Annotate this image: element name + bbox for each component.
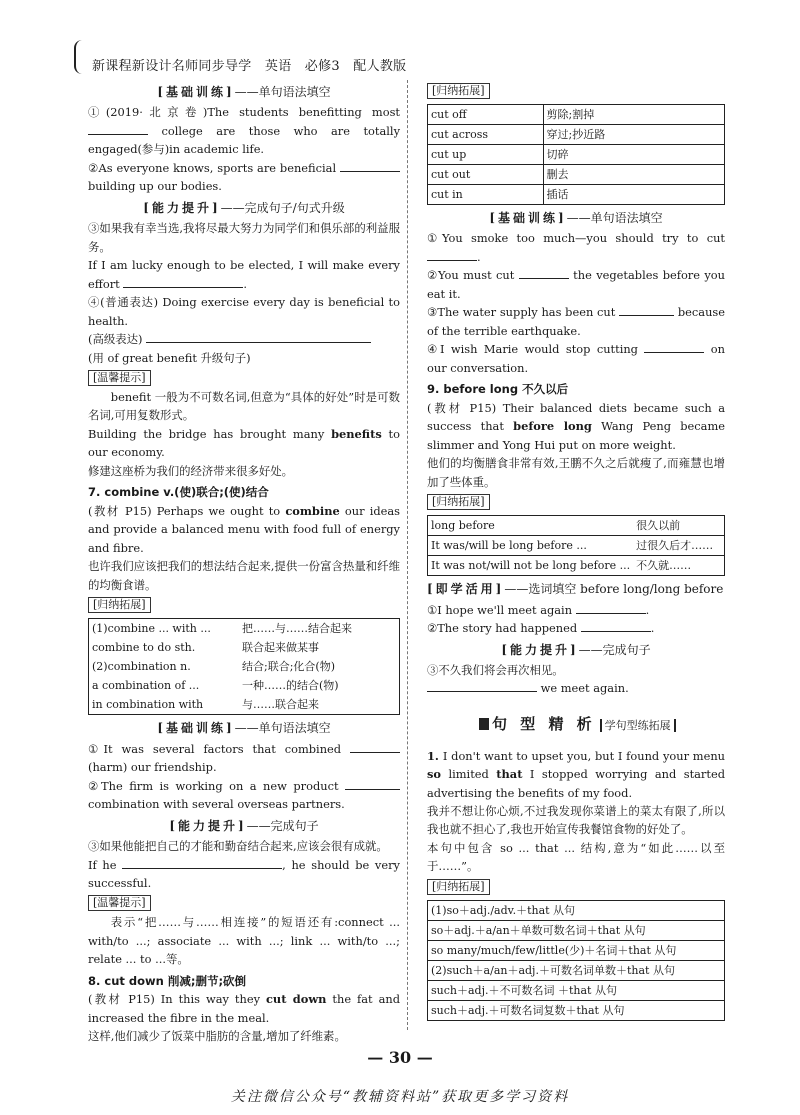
exercise: ②You must cut the vegetables before you eat it. xyxy=(427,268,726,301)
footer-note: 关注微信公众号“教辅资料站”获取更多学习资料 xyxy=(230,1089,570,1105)
pattern-table xyxy=(428,901,724,1020)
table-cell: 插话 xyxy=(546,188,569,201)
table-cell: 穿过;抄近路 xyxy=(543,125,724,145)
right-column xyxy=(427,80,725,1025)
example-sentence: (教材 P15) Their balanced diets became such a success that before long Wang Peng became slimmer and Yong Hui put on more weight. xyxy=(427,400,726,452)
exercise: ③如果我有幸当选,我将尽最大努力为同学们和俱乐部的利益服务。 xyxy=(88,221,400,254)
table-cell: long before xyxy=(428,516,633,536)
table-row xyxy=(428,556,724,576)
section-heading: [能力提升]——完成句子/句式升级 xyxy=(143,200,345,215)
summary-label: [归纳拓展] xyxy=(427,879,490,895)
table-cell: cut up xyxy=(428,145,543,165)
answer-blank[interactable] xyxy=(581,620,651,632)
table-cell: 结合;联合;化合(物) xyxy=(242,660,335,674)
answer-blank[interactable] xyxy=(619,304,674,316)
exercise: ①(2019·北京卷)The students benefitting most college are those who are totally engaged(参与)in academic life. xyxy=(88,105,401,157)
exercise: ②The firm is working on a new product combination with several overseas partners. xyxy=(88,777,400,814)
example-translation: 修建这座桥为我们的经济带来很多好处。 xyxy=(88,463,294,478)
exercise: ②As everyone knows, sports are beneficial building up our bodies. xyxy=(88,159,400,196)
exercise: ④(普通表达) Doing exercise every day is beneficial to health. xyxy=(88,295,400,328)
example-translation: 也许我们应该把我们的想法结合起来,提供一份富含热量和纤维的均衡食谱。 xyxy=(88,559,400,592)
table-cell: (1)combine ... with ... xyxy=(92,622,211,636)
answer-blank[interactable] xyxy=(427,249,477,261)
table-cell: 切碎 xyxy=(543,145,724,165)
left-column xyxy=(88,80,400,1046)
answer-blank[interactable] xyxy=(88,123,148,135)
example-translation: 我并不想让你心烦,不过我发现你菜谱上的菜太有限了,所以我也就不担心了,我也开始宣传我餐馆食物的好处了。 xyxy=(427,803,725,837)
table-row xyxy=(428,516,724,536)
summary-box xyxy=(427,900,725,1021)
summary-box xyxy=(427,515,725,576)
phrase-table xyxy=(89,619,399,714)
table-cell: (1)so＋adj./adv.＋that 从句 xyxy=(428,901,724,921)
phrase-table xyxy=(428,105,724,204)
table-cell: so＋adj.＋a/an＋单数可数名词＋that 从句 xyxy=(428,920,724,940)
example-sentence: 1. I don't want to upset you, but I found your menu so limited that I stopped worrying and started advertising the benefits of my food. xyxy=(427,748,725,800)
section-heading: [即学活用]——选词填空 before long/long before xyxy=(427,582,724,597)
section-heading: [基础训练]——单句语法填空 xyxy=(157,85,331,99)
table-cell: 很久以前 xyxy=(633,516,724,536)
table-cell: cut in xyxy=(428,185,543,205)
table-cell: It was/will be long before ... xyxy=(428,536,633,556)
table-row xyxy=(428,1000,724,1020)
example-sentence: (教材 P15) In this way they cut down the fat and increased the fibre in the meal. xyxy=(88,992,400,1025)
header-bracket xyxy=(74,40,82,74)
table-cell: (2)combination n. xyxy=(92,660,191,674)
table-cell: such＋adj.＋不可数名词 ＋that 从句 xyxy=(428,980,724,1000)
table-row xyxy=(89,638,399,657)
page-header xyxy=(0,0,800,78)
section-heading: [基础训练]——单句语法填空 xyxy=(489,211,663,225)
table-cell: in combination with xyxy=(92,698,204,712)
exercise: ①It was several factors that combined (harm) our friendship. xyxy=(88,740,400,777)
answer-blank[interactable] xyxy=(123,276,243,288)
tip-label: [温馨提示] xyxy=(88,370,151,386)
table-cell: such＋adj.＋可数名词复数＋that 从句 xyxy=(431,1003,625,1017)
answer-blank[interactable] xyxy=(345,778,400,790)
summary-label: [归纳拓展] xyxy=(427,83,490,99)
vocab-item-heading: 7. combine v.(使)联合;(使)结合 xyxy=(88,485,269,500)
answer-blank[interactable] xyxy=(146,331,371,343)
answer-blank[interactable] xyxy=(519,267,569,279)
table-cell: cut out xyxy=(428,165,543,185)
table-row xyxy=(428,940,724,960)
exercise: ①You smoke too much—you should try to cut . xyxy=(427,231,725,264)
banner-icon xyxy=(479,718,489,730)
exercise: ③不久我们将会再次相见。 xyxy=(427,662,564,677)
answer-blank[interactable] xyxy=(427,680,537,692)
table-cell: so many/much/few/little(少)＋名词＋that 从句 xyxy=(428,940,724,960)
table-cell: (2)such＋a/an＋adj.＋可数名词单数＋that 从句 xyxy=(428,960,724,980)
example-translation: 这样,他们减少了饭菜中脂肪的含量,增加了纤维素。 xyxy=(88,1029,346,1044)
exercise: ②The story had happened . xyxy=(427,621,655,636)
exercise: ③如果他能把自己的才能和勤奋结合起来,应该会很有成就。 xyxy=(88,839,388,854)
table-row xyxy=(428,125,724,145)
tip-label: [温馨提示] xyxy=(88,895,151,911)
column-divider xyxy=(407,80,408,1030)
table-row xyxy=(428,920,724,940)
exercise: If he , he should be very successful. xyxy=(88,857,400,890)
book-title: 新课程新设计名师同步导学 英语 必修3 配人教版 xyxy=(92,59,407,74)
table-cell: 过很久后才…… xyxy=(633,536,724,556)
exercise-hint: (用 of great benefit 升级句子) xyxy=(88,350,251,365)
grammar-note: 本句中包含 so ... that ... 结构,意为“如此……以至于……”。 xyxy=(427,840,725,874)
table-cell: 把……与……结合起来 xyxy=(242,622,352,636)
table-row xyxy=(428,980,724,1000)
table-cell: 联合起来做某事 xyxy=(242,641,319,655)
table-cell: 删去 xyxy=(543,165,724,185)
summary-box xyxy=(427,104,725,205)
summary-label: [归纳拓展] xyxy=(427,494,490,510)
exercise: ①I hope we'll meet again . xyxy=(427,602,650,617)
table-cell: combine to do sth. xyxy=(92,641,196,655)
table-cell: 与……联合起来 xyxy=(242,698,319,712)
table-row xyxy=(428,536,724,556)
section-heading: [基础训练]——单句语法填空 xyxy=(157,721,331,736)
answer-blank[interactable] xyxy=(122,857,282,869)
vocab-item-heading: 8. cut down 削减;删节;砍倒 xyxy=(88,973,247,988)
section-heading: [能力提升]——完成句子 xyxy=(501,642,651,657)
exercise: (高级表达) xyxy=(88,330,400,348)
example-sentence: Building the bridge has brought many benefits to our economy. xyxy=(88,426,400,460)
table-row xyxy=(428,105,724,125)
answer-blank[interactable] xyxy=(644,341,704,353)
table-row xyxy=(428,185,724,205)
exercise: ④I wish Marie would stop cutting on our conversation. xyxy=(427,342,725,375)
example-translation: 他们的均衡膳食非常有效,王鹏不久之后就瘦了,而雍慧也增加了些体重。 xyxy=(427,456,725,489)
table-cell: a combination of ... xyxy=(92,679,200,693)
tip-text: benefit 一般为不可数名词,但意为“具体的好处”时是可数名词,可用复数形式。 xyxy=(88,389,400,423)
table-row xyxy=(428,145,724,165)
answer-blank[interactable] xyxy=(340,160,400,172)
exercise: If I am lucky enough to be elected, I will make every effort . xyxy=(88,258,400,291)
table-cell: 不久就…… xyxy=(636,559,692,573)
table-row xyxy=(428,165,724,185)
summary-label: [归纳拓展] xyxy=(88,597,151,613)
table-row xyxy=(89,619,399,638)
table-row xyxy=(428,901,724,921)
exercise: we meet again. xyxy=(427,679,725,697)
table-cell: It was not/will not be long before ... xyxy=(431,559,631,573)
table-row xyxy=(428,960,724,980)
table-row xyxy=(89,695,399,714)
table-cell: cut off xyxy=(428,105,543,125)
table-cell: cut across xyxy=(428,125,543,145)
sentence-analysis-banner: 句 型 精 析 学句型练拓展 xyxy=(479,712,725,737)
phrase-table xyxy=(428,516,724,575)
table-cell: 剪除;割掉 xyxy=(543,105,724,125)
summary-box xyxy=(88,618,400,715)
table-row xyxy=(89,657,399,676)
table-row xyxy=(89,676,399,695)
page-number: — 30 — xyxy=(367,1048,433,1067)
vocab-item-heading: 9. before long 不久以后 xyxy=(427,382,569,397)
example-sentence: (教材 P15) Perhaps we ought to combine our ideas and provide a balanced menu with food full of energy and fibre. xyxy=(88,503,401,555)
answer-blank[interactable] xyxy=(350,741,400,753)
section-heading: [能力提升]——完成句子 xyxy=(169,818,319,833)
tip-text: 表示“把……与……相连接”的短语还有:connect ... with/to ...; associate ... with ...; link ... with/to ...; relate ... to ...等。 xyxy=(88,915,400,967)
table-cell: 一种……的结合(物) xyxy=(242,679,339,693)
answer-blank[interactable] xyxy=(576,602,646,614)
exercise: ③The water supply has been cut because of the terrible earthquake. xyxy=(427,305,726,338)
